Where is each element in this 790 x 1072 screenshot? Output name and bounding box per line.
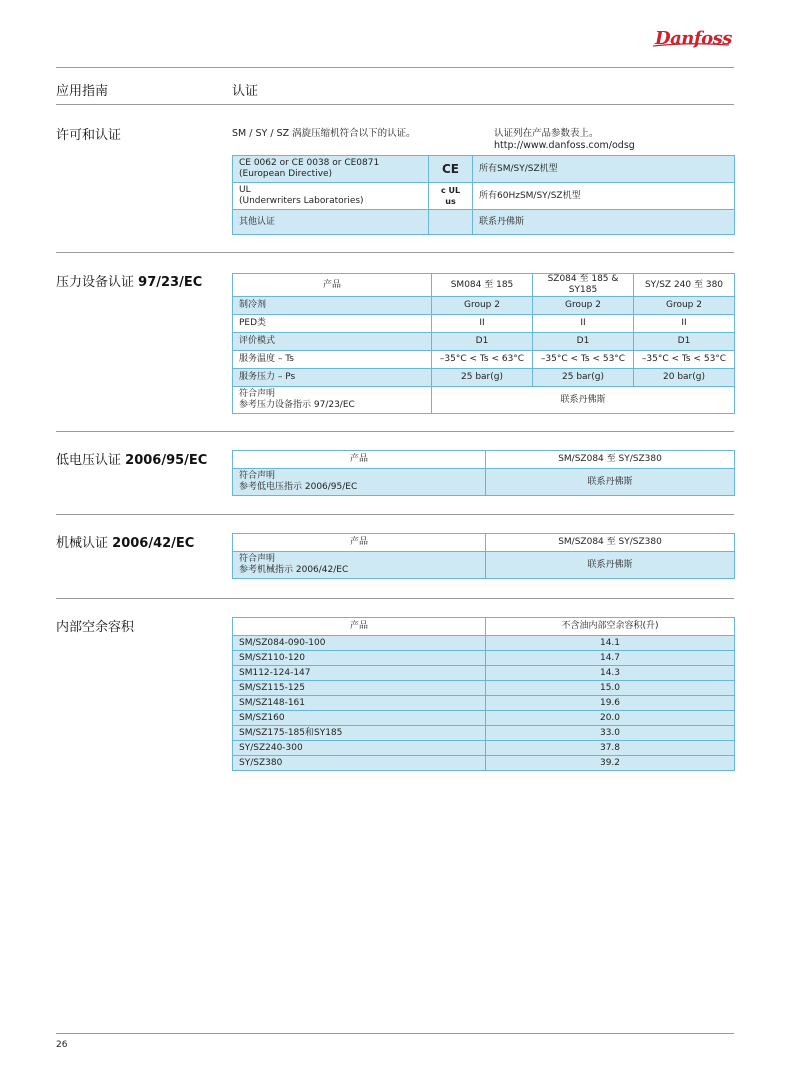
table-row (233, 369, 735, 387)
cell: D1 (432, 333, 533, 351)
cell: 19.6 (486, 696, 735, 711)
machinery-table (232, 533, 735, 579)
logo-text: Danfoss (655, 28, 732, 49)
approval-value: 联系丹佛斯 (473, 210, 735, 235)
column-header: SM084 至 185 (432, 274, 533, 297)
cell: 20.0 (486, 711, 735, 726)
approval-line1: UL (239, 185, 251, 195)
column-header: SY/SZ 240 至 380 (634, 274, 735, 297)
table-row (233, 636, 735, 651)
cell: 15.0 (486, 681, 735, 696)
cell: 联系丹佛斯 (432, 387, 735, 414)
table-row (233, 351, 735, 369)
header-rule (56, 104, 734, 105)
row-label (233, 469, 486, 496)
row-label: SY/SZ240-300 (233, 741, 486, 756)
ped-table (232, 273, 735, 414)
approval-line1: CE 0062 or CE 0038 or CE0871 (239, 158, 380, 168)
table-row (233, 156, 735, 183)
ped-title-cn: 压力设备认证 (56, 275, 135, 290)
danfoss-logo (655, 28, 732, 49)
section-rule (56, 598, 734, 599)
cell: 25 bar(g) (432, 369, 533, 387)
table-row (233, 333, 735, 351)
header-left: 应用指南 (56, 84, 109, 99)
row-label: SM/SZ175-185和SY185 (233, 726, 486, 741)
row-label: SM/SZ148-161 (233, 696, 486, 711)
volume-title: 内部空余容积 (56, 620, 135, 635)
column-header: 产品 (233, 274, 432, 297)
logo-swoosh-icon (651, 42, 731, 48)
machinery-title (56, 532, 194, 551)
approval-logo-empty (429, 210, 473, 235)
column-header: SZ084 至 185 & SY185 (533, 274, 634, 297)
approval-value: 所有SM/SY/SZ机型 (473, 156, 735, 183)
table-row (233, 666, 735, 681)
lvd-title-cn: 低电压认证 (56, 453, 122, 468)
table-row (233, 552, 735, 579)
ul-mark-icon: c UL us (429, 183, 473, 210)
cell: –35°C < Ts < 53°C (533, 351, 634, 369)
cell: 20 bar(g) (634, 369, 735, 387)
machinery-title-code: 2006/42/EC (112, 536, 195, 551)
cell: 39.2 (486, 756, 735, 771)
declaration-line1: 符合声明 (239, 554, 276, 564)
cell: 37.8 (486, 741, 735, 756)
table-row (233, 726, 735, 741)
approvals-intro-right: 认证列在产品参数表上。 (494, 128, 599, 139)
row-label: SM/SZ084-090-100 (233, 636, 486, 651)
section-rule (56, 514, 734, 515)
cell: II (634, 315, 735, 333)
footer-rule (56, 1033, 734, 1034)
header-right: 认证 (232, 84, 259, 99)
cell: Group 2 (432, 297, 533, 315)
column-header: 产品 (233, 451, 486, 469)
cell: 14.1 (486, 636, 735, 651)
top-rule (56, 67, 734, 68)
machinery-title-cn: 机械认证 (56, 536, 109, 551)
declaration-line1: 符合声明 (239, 389, 276, 399)
cell: –35°C < Ts < 53°C (634, 351, 735, 369)
row-label: 服务温度 – Ts (233, 351, 432, 369)
approval-name (233, 156, 429, 183)
approvals-table (232, 155, 735, 235)
row-label: SY/SZ380 (233, 756, 486, 771)
cell: 14.7 (486, 651, 735, 666)
column-header: 产品 (233, 618, 486, 636)
approval-line2: (European Directive) (239, 169, 333, 179)
column-header: SM/SZ084 至 SY/SZ380 (486, 534, 735, 552)
ce-mark-icon: CE (429, 156, 473, 183)
lvd-title-code: 2006/95/EC (125, 453, 208, 468)
table-row (233, 387, 735, 414)
approval-name: 其他认证 (233, 210, 429, 235)
row-label: SM112-124-147 (233, 666, 486, 681)
page-number: 26 (56, 1040, 68, 1050)
table-row (233, 696, 735, 711)
table-row (233, 297, 735, 315)
volume-table (232, 617, 735, 771)
table-row (233, 315, 735, 333)
cell: 14.3 (486, 666, 735, 681)
lvd-title (56, 449, 207, 468)
table-row (233, 651, 735, 666)
cell: Group 2 (533, 297, 634, 315)
table-row (233, 210, 735, 235)
row-label (233, 387, 432, 414)
lvd-table (232, 450, 735, 496)
cell: Group 2 (634, 297, 735, 315)
ped-title (56, 271, 202, 290)
table-row (233, 183, 735, 210)
row-label: 服务压力 – Ps (233, 369, 432, 387)
cell: II (432, 315, 533, 333)
section-rule (56, 431, 734, 432)
row-label: 评价模式 (233, 333, 432, 351)
table-header-row (233, 618, 735, 636)
cell: D1 (533, 333, 634, 351)
declaration-line2: 参考低电压指示 2006/95/EC (239, 482, 358, 492)
section-rule (56, 252, 734, 253)
approvals-url[interactable]: http://www.danfoss.com/odsg (494, 140, 635, 151)
table-row (233, 681, 735, 696)
row-label: SM/SZ115-125 (233, 681, 486, 696)
table-header-row (233, 534, 735, 552)
column-header: SM/SZ084 至 SY/SZ380 (486, 451, 735, 469)
row-label: 制冷剂 (233, 297, 432, 315)
cell: II (533, 315, 634, 333)
column-header: 不含油内部空余容积(升) (486, 618, 735, 636)
cell: 联系丹佛斯 (486, 469, 735, 496)
declaration-line2: 参考压力设备指示 97/23/EC (239, 400, 355, 410)
cell: –35°C < Ts < 63°C (432, 351, 533, 369)
approval-value: 所有60HzSM/SY/SZ机型 (473, 183, 735, 210)
table-row (233, 741, 735, 756)
approvals-intro-left: SM / SY / SZ 涡旋压缩机符合以下的认证。 (232, 128, 416, 139)
declaration-line1: 符合声明 (239, 471, 276, 481)
cell: D1 (634, 333, 735, 351)
table-header-row (233, 451, 735, 469)
approval-name (233, 183, 429, 210)
ped-title-code: 97/23/EC (138, 275, 203, 290)
row-label: PED类 (233, 315, 432, 333)
column-header: 产品 (233, 534, 486, 552)
cell: 33.0 (486, 726, 735, 741)
approvals-title: 许可和认证 (56, 128, 122, 143)
declaration-line2: 参考机械指示 2006/42/EC (239, 565, 349, 575)
row-label (233, 552, 486, 579)
table-row (233, 469, 735, 496)
table-row (233, 756, 735, 771)
cell: 25 bar(g) (533, 369, 634, 387)
approval-line2: (Underwriters Laboratories) (239, 196, 364, 206)
row-label: SM/SZ110-120 (233, 651, 486, 666)
table-header-row (233, 274, 735, 297)
table-row (233, 711, 735, 726)
cell: 联系丹佛斯 (486, 552, 735, 579)
row-label: SM/SZ160 (233, 711, 486, 726)
